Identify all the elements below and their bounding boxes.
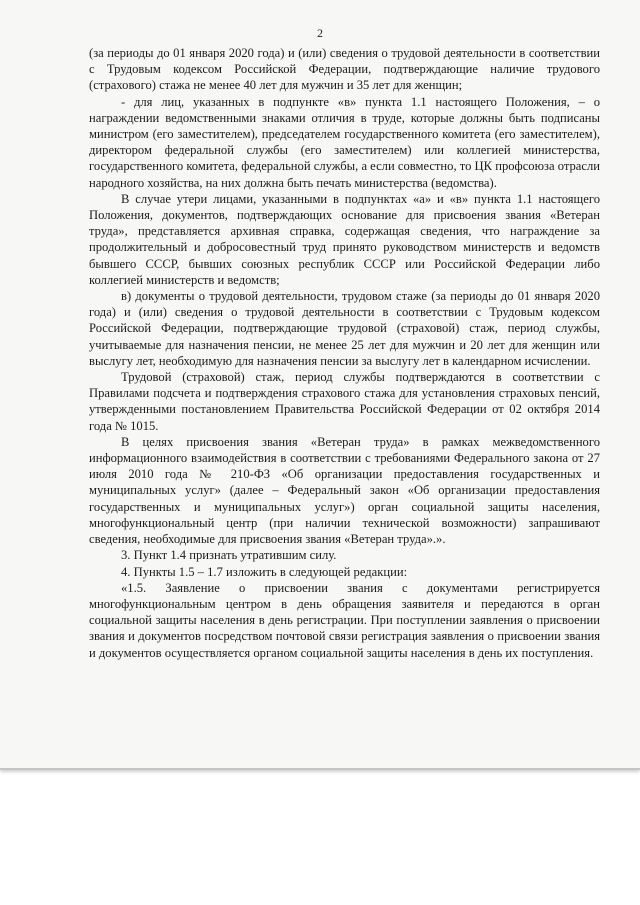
paragraph-continuation: (за периоды до 01 января 2020 года) и (или) сведения о трудовой деятельности в соответствии с Трудовым кодексом Российской Федерации, подтверждающие наличие трудового (страхового) стажа не менее 40 лет для мужчин и 35 лет для женщин; <box>89 46 600 93</box>
paragraph-item-4: 4. Пункты 1.5 – 1.7 изложить в следующей редакции: <box>121 564 408 579</box>
document-body <box>89 45 600 661</box>
page-number: 2 <box>317 26 323 40</box>
paragraph-item-3: 3. Пункт 1.4 признать утратившим силу. <box>121 548 337 563</box>
paragraph-lost-documents: В случае утери лицами, указанными в подпунктах «а» и «в» пункта 1.1 настоящего Положения, документов, подтверждающих основание для присвоения звания «Ветеран труда», представляется архивная справка, содержащая сведения, что награждение за продолжительный и добросовестный труд принято руководством министерств и ведомств бывшего СССР, бывших союзных республик СССР или Российской Федерации либо коллегией министерств и ведомств; <box>89 191 600 287</box>
paragraph-subpoint-v: в) документы о трудовой деятельности, трудовом стаже (за периоды до 01 января 2020 года) и (или) сведения о трудовой деятельности в соответствии с Трудовым кодексом Российской Федерации, подтверждающие трудовой (страховой) стаж, период службы, учитываемые для назначения пенсии, не менее 25 лет для мужчин и 20 лет для женщин или выслугу лет, необходимую для назначения пенсии за выслугу лет в календарном исчислении. <box>89 289 600 368</box>
paragraph-interagency-interaction: В целях присвоения звания «Ветеран труда» в рамках межведомственного информационного взаимодействия в соответствии с требованиями Федерального закона от 27 июля 2010 года № 210-ФЗ «Об организации предоставления государственных и муниципальных услуг» (далее – Федеральный закон «Об организации предоставления государственных и муниципальных услуг») орган социальной защиты населения, многофункциональный центр (при наличии технической возможности) запрашивают сведения, необходимые для присвоения звания «Ветеран труда».». <box>89 434 600 547</box>
paragraph-awards-signatures: - для лиц, указанных в подпункте «в» пункта 1.1 настоящего Положения, – о награждении ведомственными знаками отличия в труде, которые должны быть подписаны министром (его заместителем), председателем государственного комитета (его заместителем), директором федеральной службы (его заместителем) или коллегией министерства, государственного комитета, федеральной службы, а если совместно, то ЦК профсоюза отрасли народного хозяйства, на них должна быть печать министерства (ведомства). <box>89 94 600 190</box>
paragraph-clause-1-5: «1.5. Заявление о присвоении звания с документами регистрируется многофункциональным центром в день обращения заявителя и передаются в орган социальной защиты населения в день регистрации. При поступлении заявления о присвоении звания и документов посредством почтовой связи регистрация заявления о присвоении звания и документов осуществляется органом социальной защиты населения в день их поступления. <box>89 580 600 660</box>
paragraph-insurance-experience: Трудовой (страховой) стаж, период службы подтверждаются в соответствии с Правилами подсчета и подтверждения страхового стажа для установления страховых пенсий, утвержденными постановлением Правительства Российской Федерации от 02 октября 2014 года № 1015. <box>89 370 600 433</box>
